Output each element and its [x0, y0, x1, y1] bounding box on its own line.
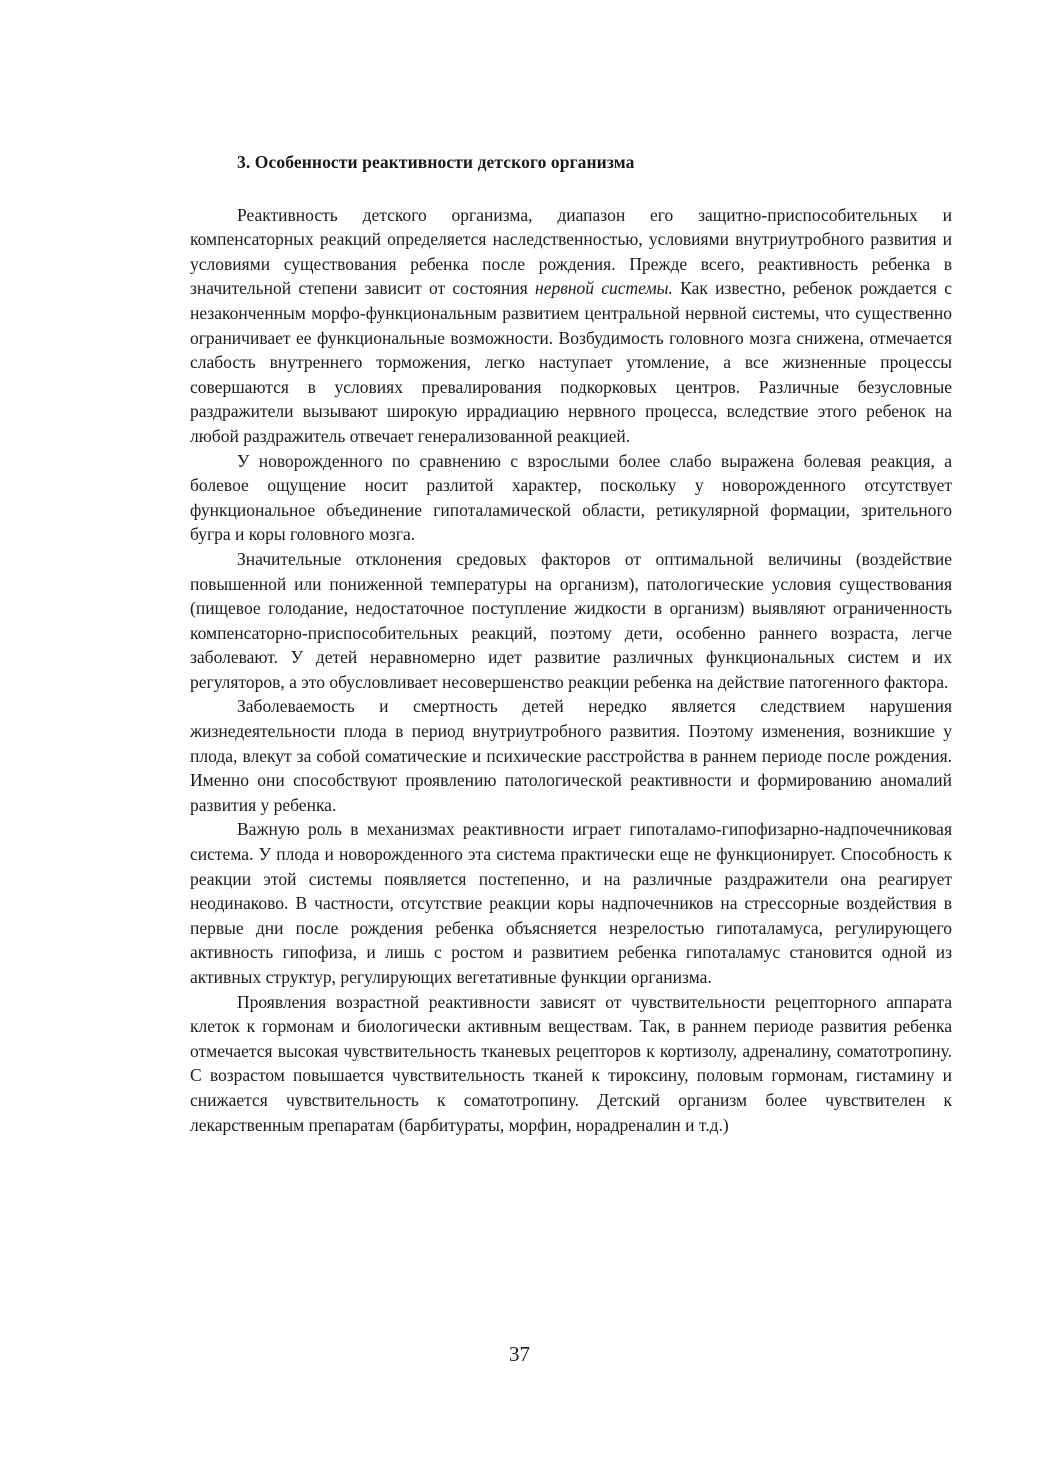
page-content [190, 150, 952, 1137]
paragraph-3: Значительные отклонения средовых факторов от оптимальной величины (воздействие повышенной или пониженной температуры на организм), патологические условия существования (пищевое голодание, недостаточное поступление жидкости в организм) выявляют ограниченность компенсаторно-приспособительных реакций, поэтому дети, особенно раннего возраста, легче заболевают. У детей неравномерно идет развитие различных функциональных систем и их регуляторов, а это обусловливает несовершенство реакции ребенка на действие патогенного фактора. [190, 548, 952, 692]
paragraph-2: У новорожденного по сравнению с взрослыми более слабо выражена болевая реакция, а болевое ощущение носит разлитой характер, поскольку у новорожденного отсутствует функциональное объединение гипоталамической области, ретикулярной формации, зрительного бугра и коры головного мозга. [190, 450, 952, 545]
section-heading: 3. Особенности реактивности детского организма [237, 152, 635, 172]
page-number: 37 [509, 1342, 530, 1366]
paragraph-1-italic: нервной системы. [535, 278, 673, 299]
paragraph-1-text-start: Реактивность детского организма, диапазон его защитно-приспособительных и компенсаторных реакций определяется наследственностью, условиями внутриутробного развития и условиями существования ребенка после рождения. Прежде всего, реактивность ребенка в значительной степени зависит от состояния [190, 204, 952, 299]
paragraph-1 [190, 203, 952, 449]
paragraph-4: Заболеваемость и смертность детей нередко является следствием нарушения жизнедеятельности плода в период внутриутробного развития. Поэтому изменения, возникшие у плода, влекут за собой соматические и психические расстройства в раннем периоде после рождения. Именно они способствуют проявлению патологической реактивности и формированию аномалий развития у ребенка. [190, 696, 952, 815]
paragraph-5: Важную роль в механизмах реактивности играет гипоталамо-гипофизарно-надпочечниковая система. У плода и новорожденного эта система практически еще не функционирует. Способность к реакции этой системы появляется постепенно, и на различные раздражители она реагирует неодинаково. В частности, отсутствие реакции коры надпочечников на стрессорные воздействия в первые дни после рождения ребенка объясняется незрелостью гипоталамуса, регулирующего активность гипофиза, и лишь с ростом и развитием ребенка гипоталамус становится одной из активных структур, регулирующих вегетативные функции организма. [190, 819, 952, 987]
paragraph-6: Проявления возрастной реактивности зависят от чувствительности рецепторного аппарата клеток к гормонам и биологически активным веществам. Так, в раннем периоде развития ребенка отмечается высокая чувствительность тканевых рецепторов к кортизолу, адреналину, соматотропину. С возрастом повышается чувствительность тканей к тироксину, половым гормонам, гистамину и снижается чувствительность к соматотропину. Детский организм более чувствителен к лекарственным препаратам (барбитураты, морфин, норадреналин и т.д.) [190, 991, 952, 1135]
paragraph-1-text-end: Как известно, ребенок рождается с незаконченным морфо-функциональным развитием центральной нервной системы, что существенно ограничивает ее функциональные возможности. Возбудимость головного мозга снижена, отмечается слабость внутреннего торможения, легко наступает утомление, а все жизненные процессы совершаются в условиях превалирования подкорковых центров. Различные безусловные раздражители вызывают широкую иррадиацию нервного процесса, вследствие этого ребенок на любой раздражитель отвечает генерализованной реакцией. [190, 278, 952, 446]
